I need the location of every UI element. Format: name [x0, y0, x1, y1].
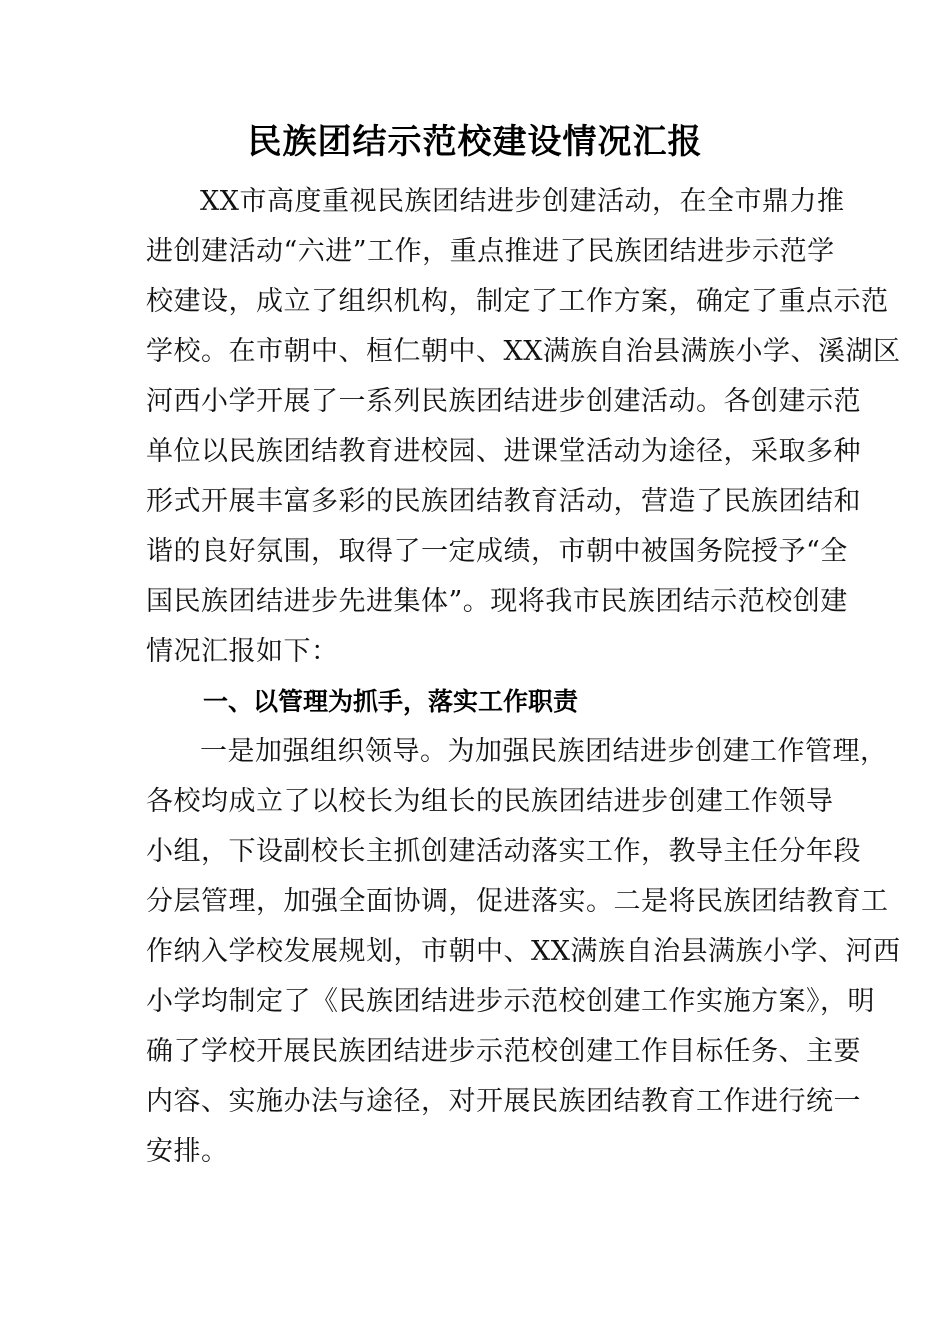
paragraph-2-line-5: 作纳入学校发展规划，市朝中、XX满族自治县满族小学、河西	[146, 936, 901, 967]
paragraph-1-line-10: 情况汇报如下：	[146, 636, 339, 667]
paragraph-1-line-1: XX市高度重视民族团结进步创建活动，在全市鼎力推	[200, 186, 845, 217]
paragraph-1-line-9: 国民族团结进步先进集体”。现将我市民族团结示范校创建	[146, 586, 848, 617]
paragraph-2-line-8: 内容、实施办法与途径，对开展民族团结教育工作进行统一	[146, 1086, 861, 1117]
paragraph-1-line-3: 校建设，成立了组织机构，制定了工作方案，确定了重点示范	[146, 286, 889, 317]
section-1-heading: 一、以管理为抓手，落实工作职责	[203, 687, 579, 716]
paragraph-1-line-5: 河西小学开展了一系列民族团结进步创建活动。各创建示范	[146, 386, 861, 417]
paragraph-2-line-7: 确了学校开展民族团结进步示范校创建工作目标任务、主要	[146, 1036, 861, 1067]
document-title: 民族团结示范校建设情况汇报	[247, 122, 703, 162]
paragraph-1-line-6: 单位以民族团结教育进校园、进课堂活动为途径，采取多种	[146, 436, 861, 467]
paragraph-1-line-4: 学校。在市朝中、桓仁朝中、XX满族自治县满族小学、溪湖区	[146, 336, 901, 367]
paragraph-2-line-1: 一是加强组织领导。为加强民族团结进步创建工作管理，	[200, 736, 888, 767]
paragraph-1-line-8: 谐的良好氛围，取得了一定成绩，市朝中被国务院授予“全	[146, 536, 848, 567]
paragraph-2-line-3: 小组，下设副校长主抓创建活动落实工作，教导主任分年段	[146, 836, 861, 867]
paragraph-2-line-2: 各校均成立了以校长为组长的民族团结进步创建工作领导	[146, 786, 834, 817]
paragraph-2-line-9: 安排。	[146, 1136, 229, 1167]
paragraph-1-line-2: 进创建活动“六进”工作，重点推进了民族团结进步示范学	[146, 236, 835, 267]
paragraph-1-line-7: 形式开展丰富多彩的民族团结教育活动，营造了民族团结和	[146, 486, 861, 517]
paragraph-2-line-6: 小学均制定了《民族团结进步示范校创建工作实施方案》，明	[146, 986, 875, 1017]
paragraph-2-line-4: 分层管理，加强全面协调，促进落实。二是将民族团结教育工	[146, 886, 889, 917]
